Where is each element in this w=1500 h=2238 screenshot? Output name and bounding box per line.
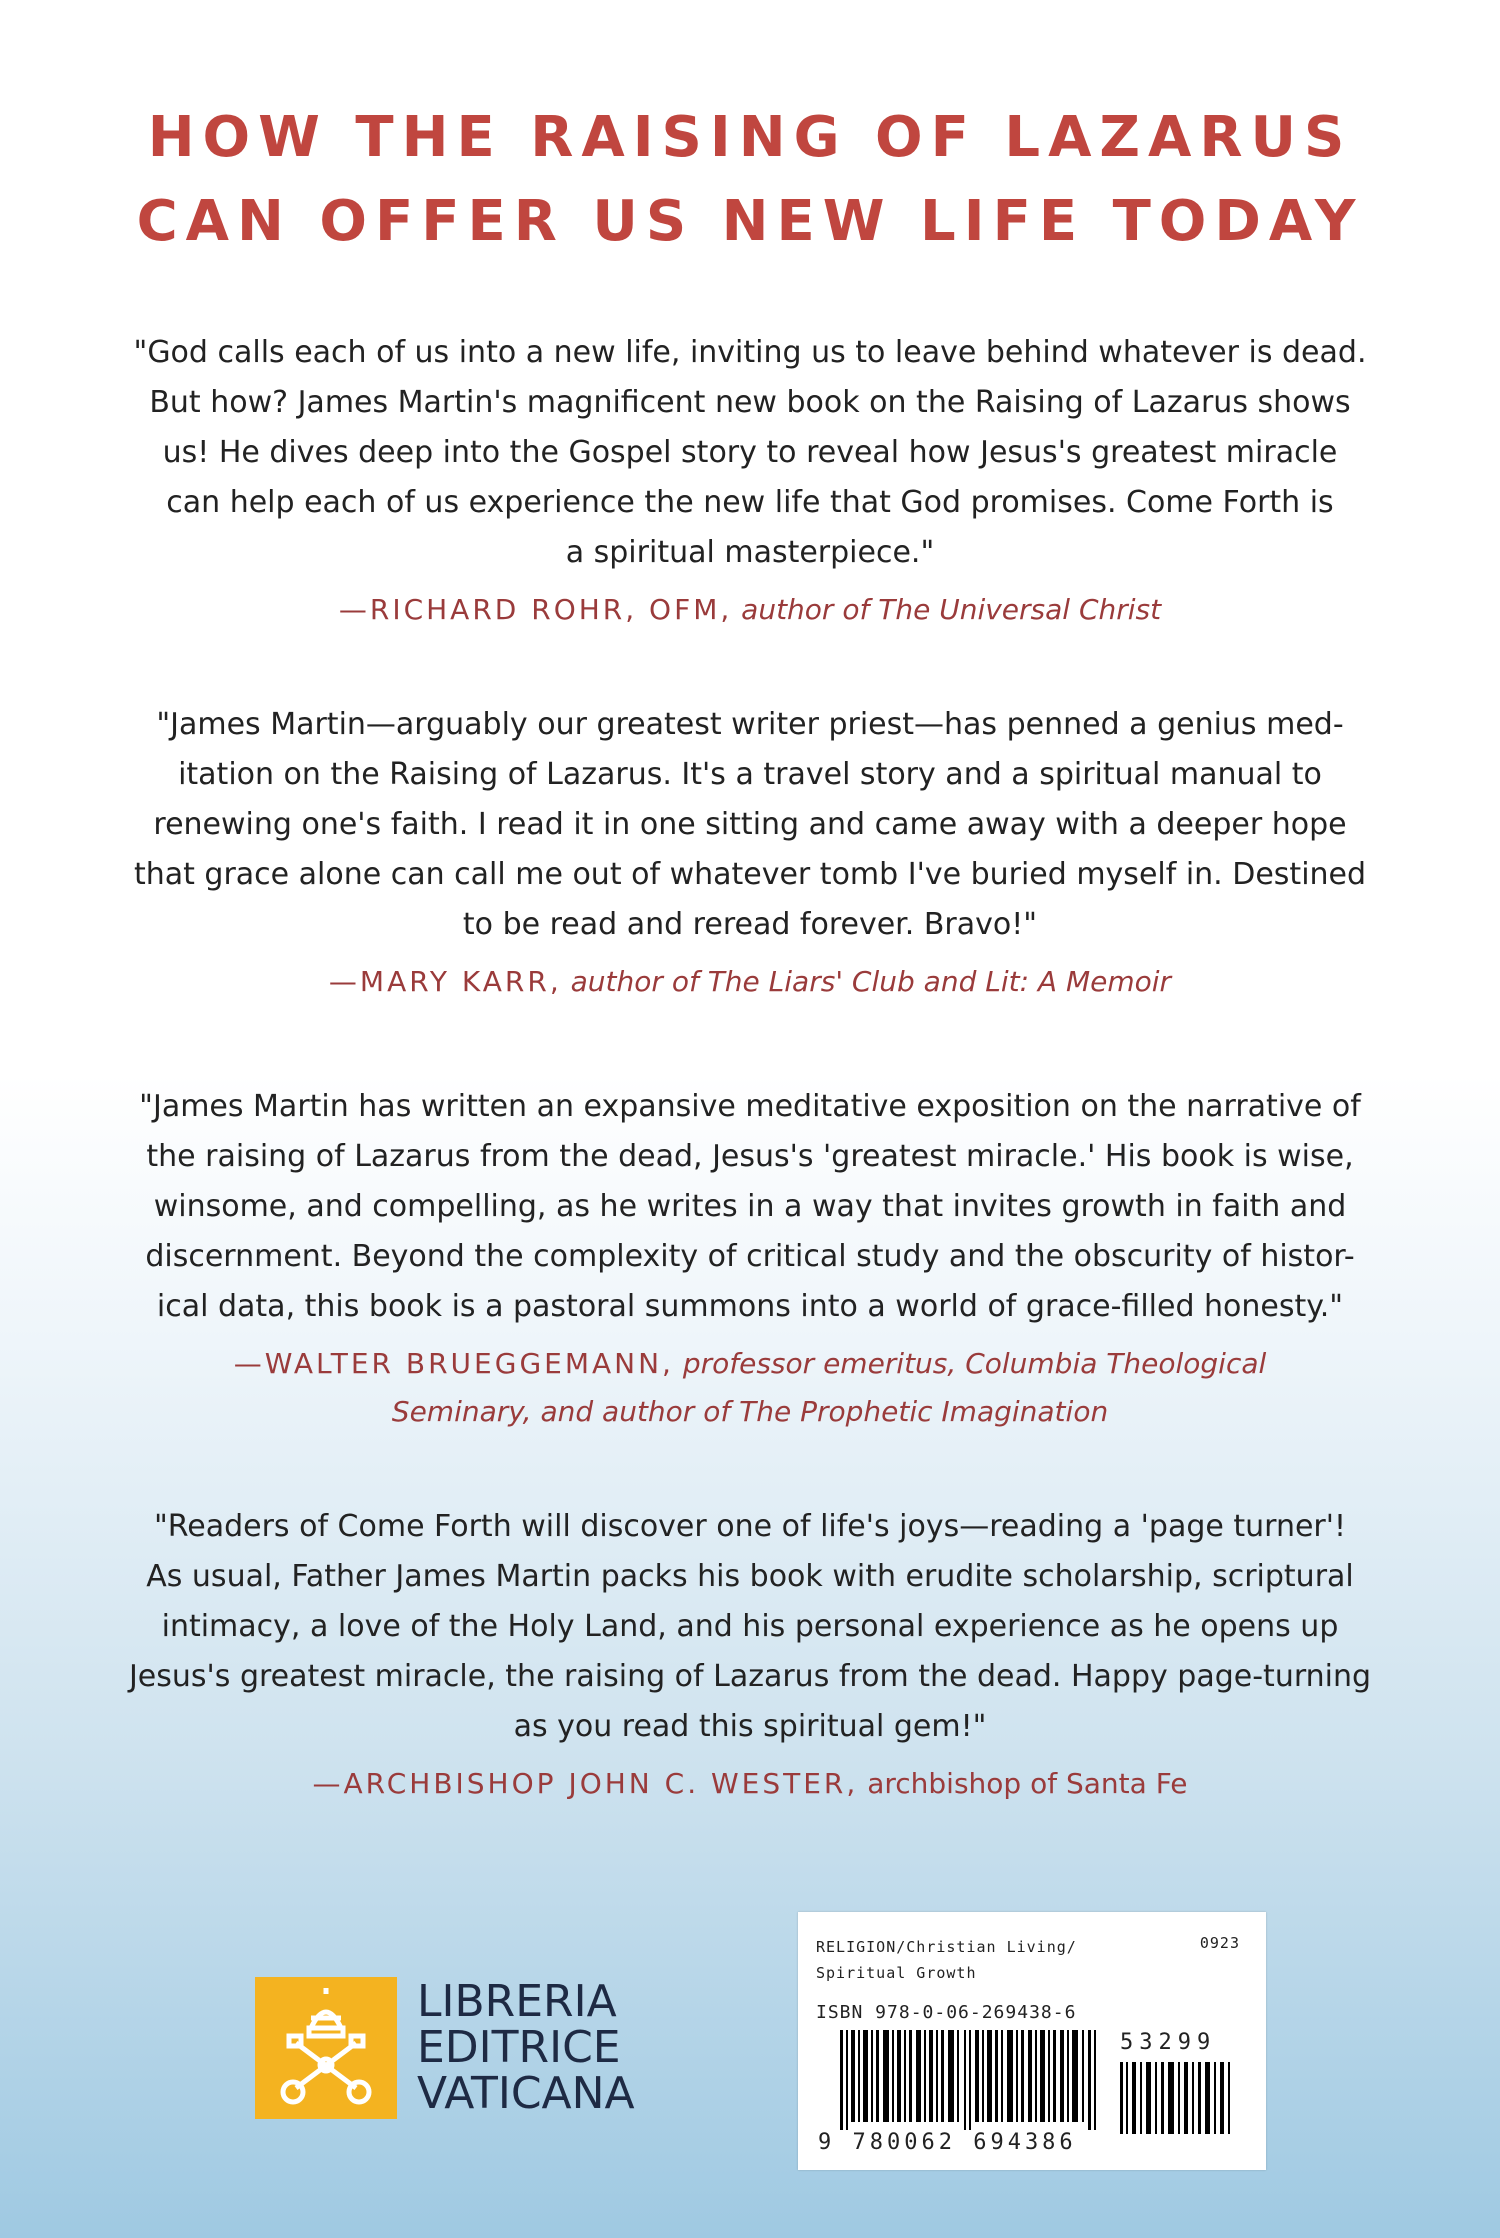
- blurb-rohr: [100, 328, 1400, 634]
- category-line-1: RELIGION/Christian Living/: [816, 1938, 1077, 1956]
- headline-line-2: CAN OFFER US NEW LIFE TODAY: [136, 189, 1364, 254]
- attribution-name: —WALTER BRUEGGEMANN,: [233, 1347, 674, 1380]
- attribution-role: author of The Liars' Club and Lit: A Memoir: [570, 965, 1172, 998]
- attribution: [100, 958, 1400, 1006]
- price-code: 53299: [1120, 2030, 1217, 2055]
- publisher-line-1: LIBRERIA: [417, 1975, 617, 2027]
- quote-line: to be read and reread forever. Bravo!": [462, 907, 1038, 942]
- publisher-line-2: EDITRICE: [417, 2021, 621, 2073]
- attribution-continued: [100, 1388, 1400, 1436]
- quote-line: "God calls each of us into a new life, inviting us to leave behind whatever is dead.: [133, 335, 1367, 370]
- quote-line: us! He dives deep into the Gospel story to reveal how Jesus's greatest miracle: [162, 435, 1338, 470]
- quote-line: as you read this spiritual gem!": [513, 1709, 987, 1744]
- attribution-role: archbishop of Santa Fe: [867, 1767, 1188, 1800]
- attribution-role-continued: Seminary, and author of The Prophetic Imagination: [391, 1395, 1109, 1428]
- quote-line: But how? James Martin's magnificent new book on the Raising of Lazarus shows: [149, 385, 1351, 420]
- quote-line: intimacy, a love of the Holy Land, and his personal experience as he opens up: [161, 1609, 1339, 1644]
- attribution-role: author of The Universal Christ: [741, 593, 1162, 626]
- quote-line: As usual, Father James Martin packs his book with erudite scholarship, scriptural: [146, 1559, 1354, 1594]
- publisher-name: [417, 1975, 635, 2119]
- quote-line: "James Martin has written an expansive meditative exposition on the narrative of: [139, 1089, 1361, 1124]
- attribution: [100, 586, 1400, 634]
- publisher-logo: [255, 1975, 635, 2120]
- isbn-barcode-box: [798, 1912, 1266, 2170]
- category-line-2: Spiritual Growth: [816, 1964, 977, 1982]
- attribution-name: —MARY KARR,: [328, 965, 562, 998]
- category-code: 0923: [1199, 1934, 1240, 1952]
- isbn-number: ISBN 978-0-06-269438-6: [816, 2002, 1077, 2023]
- quote-line: "Readers of Come Forth will discover one of life's joys—reading a 'page turner'!: [153, 1509, 1347, 1544]
- quote-line: ical data, this book is a pastoral summons into a world of grace-filled honesty.": [156, 1289, 1344, 1324]
- quote-line: winsome, and compelling, as he writes in a way that invites growth in faith and: [153, 1189, 1347, 1224]
- attribution: [100, 1340, 1400, 1388]
- category-label: [816, 1934, 1077, 1986]
- headline: [60, 96, 1440, 264]
- quote-line: "James Martin—arguably our greatest writer priest—has penned a genius med-: [156, 707, 1344, 742]
- publisher-line-3: VATICANA: [417, 2067, 635, 2119]
- attribution-name: —ARCHBISHOP JOHN C. WESTER,: [312, 1767, 859, 1800]
- blurb-karr: [100, 700, 1400, 1006]
- blurb-wester: [100, 1502, 1400, 1808]
- barcode-digits: 9 780062 694386: [818, 2130, 1077, 2155]
- quote-line: can help each of us experience the new life that God promises. Come Forth is: [166, 485, 1334, 520]
- quote-line: renewing one's faith. I read it in one sitting and came away with a deeper hope: [153, 807, 1347, 842]
- quote-line: discernment. Beyond the complexity of critical study and the obscurity of histor-: [145, 1239, 1355, 1274]
- attribution-role: professor emeritus, Columbia Theological: [682, 1347, 1267, 1380]
- attribution-name: —RICHARD ROHR, OFM,: [338, 593, 733, 626]
- quote-line: that grace alone can call me out of whatever tomb I've buried myself in. Destined: [133, 857, 1367, 892]
- price-barcode-image: [1120, 2062, 1240, 2134]
- headline-line-1: HOW THE RAISING OF LAZARUS: [147, 105, 1353, 170]
- quote-line: the raising of Lazarus from the dead, Jesus's 'greatest miracle.' His book is wise,: [146, 1139, 1354, 1174]
- barcode-image: [840, 2030, 1110, 2130]
- quote-line: Jesus's greatest miracle, the raising of Lazarus from the dead. Happy page-turning: [128, 1659, 1372, 1694]
- attribution: [100, 1760, 1400, 1808]
- blurb-brueggemann: [100, 1082, 1400, 1436]
- papal-keys-tiara-icon: [255, 1977, 397, 2119]
- quote-line: itation on the Raising of Lazarus. It's a travel story and a spiritual manual to: [178, 757, 1322, 792]
- quote-line: a spiritual masterpiece.": [565, 535, 935, 570]
